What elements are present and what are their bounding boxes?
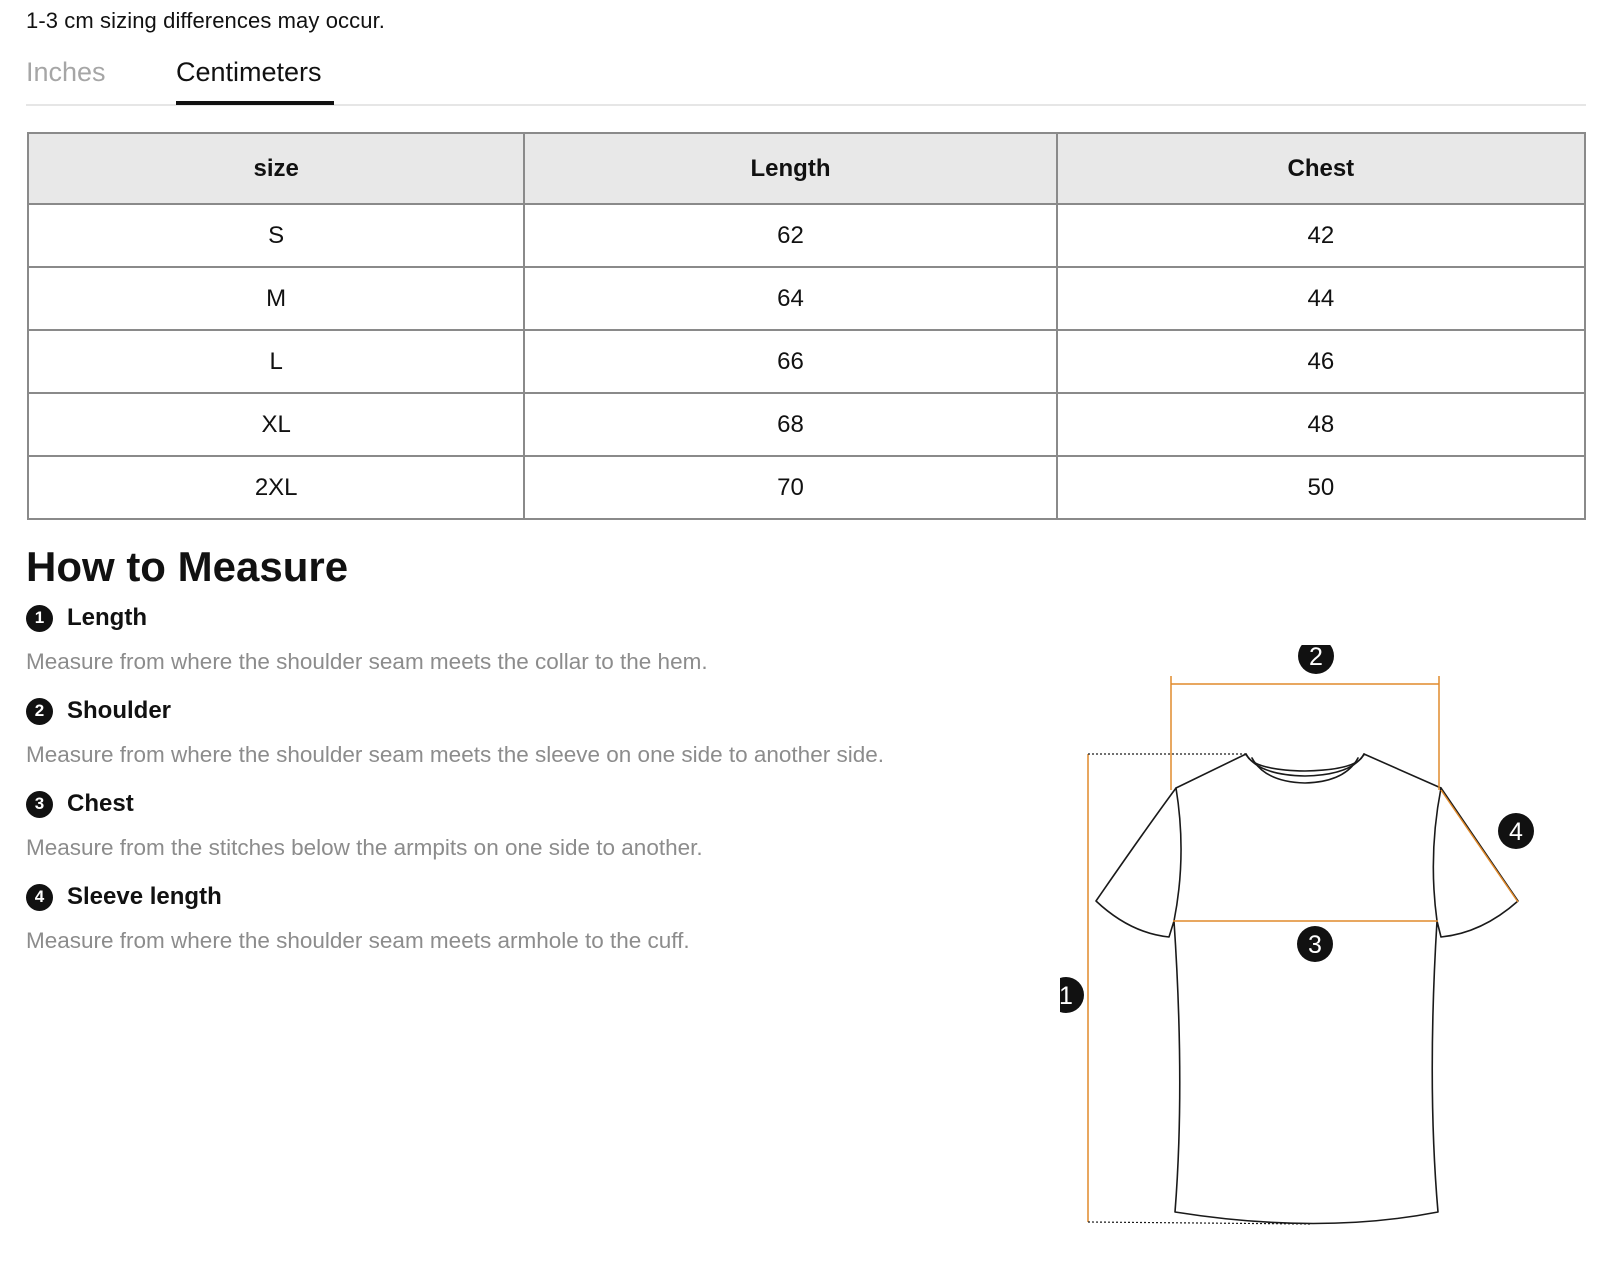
how-to-measure-title: How to Measure (26, 543, 349, 590)
size-table (27, 132, 1586, 520)
marker-4-icon (1498, 813, 1534, 849)
cell-length: 68 (524, 393, 1056, 456)
step-label: Shoulder (67, 697, 172, 724)
header-length: Length (524, 133, 1056, 204)
marker-3-icon (1297, 926, 1333, 962)
table-row (28, 393, 1585, 456)
table-row (28, 330, 1585, 393)
cell-chest: 44 (1057, 267, 1585, 330)
step-description: Measure from the stitches below the armpits on one side to another. (26, 835, 703, 860)
table-row (28, 456, 1585, 519)
measure-step-sleeve-length (26, 882, 690, 953)
step-description: Measure from where the shoulder seam meets armhole to the cuff. (26, 928, 690, 953)
step-number-3-icon: 3 (26, 791, 53, 818)
cell-chest: 50 (1057, 456, 1585, 519)
svg-text:4: 4 (1509, 818, 1523, 846)
tshirt-collar-outline (1246, 754, 1364, 776)
step-label: Length (67, 604, 147, 631)
marker-1-icon (1060, 977, 1084, 1013)
svg-text:2: 2 (1309, 645, 1323, 671)
step-description: Measure from where the shoulder seam meets the sleeve on one side to another side. (26, 742, 884, 767)
cell-length: 64 (524, 267, 1056, 330)
tshirt-right-armhole (1433, 788, 1441, 921)
step-label: Chest (67, 790, 134, 817)
measure-step-shoulder (26, 696, 884, 767)
cell-size: S (28, 204, 524, 267)
tshirt-body-outline (1096, 754, 1518, 1224)
step-number-4-icon: 4 (26, 884, 53, 911)
tshirt-left-armhole (1174, 788, 1181, 921)
step-description: Measure from where the shoulder seam meets the collar to the hem. (26, 649, 708, 674)
svg-text:1: 1 (1060, 982, 1073, 1010)
table-header-row (28, 133, 1585, 204)
step-number-2-icon: 2 (26, 698, 53, 725)
cell-chest: 48 (1057, 393, 1585, 456)
step-number-1-icon: 1 (26, 605, 53, 632)
active-tab-indicator (176, 101, 334, 105)
tab-inches[interactable]: Inches (26, 57, 106, 87)
cell-length: 62 (524, 204, 1056, 267)
measure-step-length (26, 603, 708, 674)
cell-size: M (28, 267, 524, 330)
marker-2-icon (1298, 645, 1334, 674)
cell-size: XL (28, 393, 524, 456)
cell-size: 2XL (28, 456, 524, 519)
cell-chest: 46 (1057, 330, 1585, 393)
header-chest: Chest (1057, 133, 1585, 204)
table-row (28, 204, 1585, 267)
svg-text:3: 3 (1308, 931, 1322, 959)
cell-size: L (28, 330, 524, 393)
cell-chest: 42 (1057, 204, 1585, 267)
tshirt-outline-icon (1060, 645, 1606, 1275)
sizing-note: 1-3 cm sizing differences may occur. (26, 8, 386, 33)
unit-tabs (26, 52, 1586, 106)
step-label: Sleeve length (67, 883, 222, 910)
header-size: size (28, 133, 524, 204)
measure-step-chest (26, 789, 703, 860)
measurement-diagram (1060, 645, 1606, 1275)
cell-length: 70 (524, 456, 1056, 519)
cell-length: 66 (524, 330, 1056, 393)
table-row (28, 267, 1585, 330)
tab-centimeters[interactable]: Centimeters (176, 57, 322, 87)
